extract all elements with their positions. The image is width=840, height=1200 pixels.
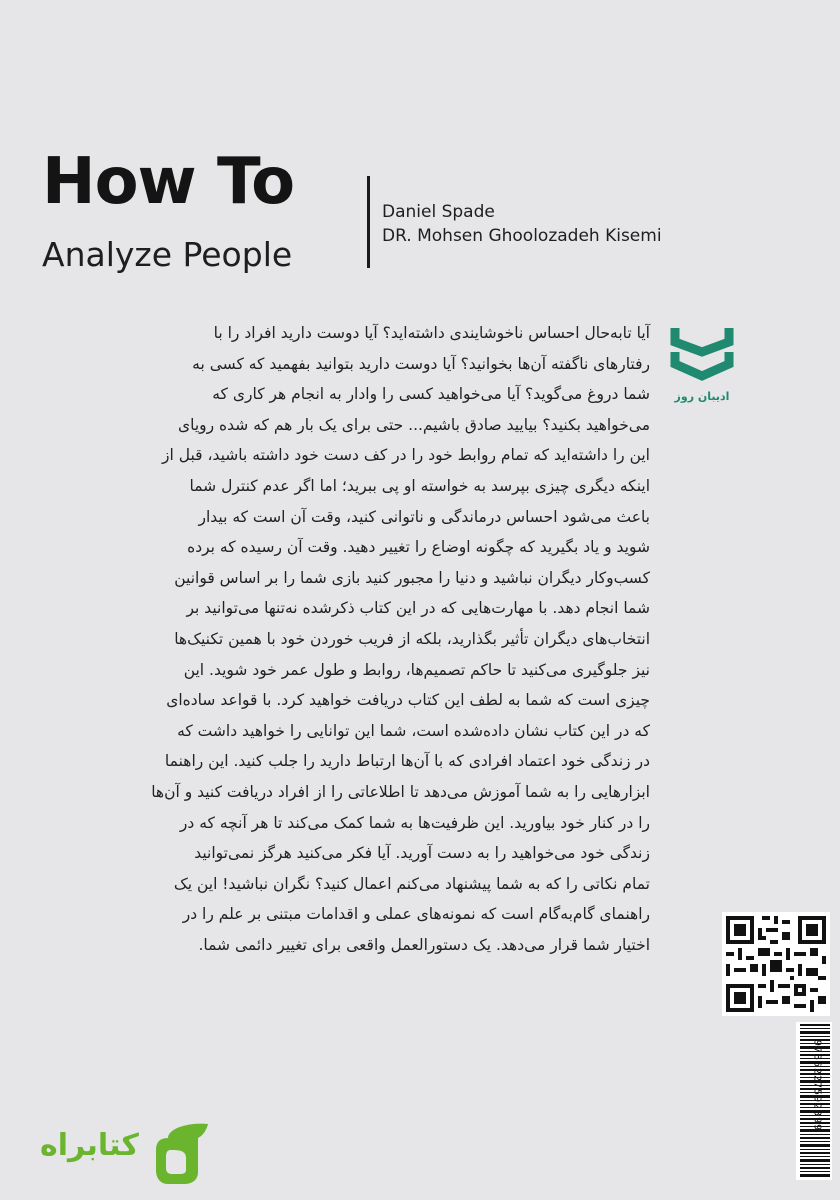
store-name: کتابراه <box>40 1128 139 1163</box>
blurb-line: راهنمای گام‌به‌گام است که نمونه‌های عملی و اقدامات مبتنی بر علم را در <box>182 905 650 924</box>
store-leaf-icon <box>156 1124 208 1184</box>
blurb-line: که در این کتاب نشان داده‌شده است، شما این توانایی را خواهید داشت که <box>177 721 650 740</box>
blurb-line: ابزارهایی را به شما آموزش می‌دهد تا اطلاعاتی را از افراد دریافت کنید و آن‌ها <box>151 782 650 801</box>
blurb-line: اینکه دیگری چیزی بپرسد به خواسته او پی ببرید؛ اما اگر عدم کنترل شما <box>189 476 650 495</box>
blurb-line: در زندگی خود اعتماد افرادی که با آن‌ها ارتباط دارید را جلب کنید. این راهنما <box>164 752 650 771</box>
back-cover-blurb <box>42 318 650 960</box>
blurb-line: شما انجام دهد. با مهارت‌هایی که در این کتاب ذکرشده نه‌تنها می‌توانید بر <box>186 599 650 618</box>
blurb-line: این را داشته‌اید که تمام روابط خود را در کف دست خود داشته باشید، قبل از <box>162 446 650 465</box>
book-title: How To <box>42 145 295 219</box>
blurb-line: آیا تابه‌حال احساس ناخوشایندی داشته‌اید؟ آیا دوست دارید افراد را با <box>213 324 650 342</box>
blurb-line: را در کنار خود بیاورید. این ظرفیت‌ها به شما کمک می‌کند تا هر آنچه که در <box>179 813 650 832</box>
title-divider <box>367 176 370 268</box>
translator-name: DR. Mohsen Ghoolozadeh Kisemi <box>382 226 662 246</box>
blurb-line: شما دروغ می‌گوید؟ آیا می‌خواهید کسی را وادار به انجام هر کاری که <box>212 385 650 404</box>
blurb-line: زندگی خود می‌خواهید را به دست آورید. آیا فکر می‌کنید هرگز نمی‌توانید <box>194 844 650 863</box>
blurb-line: تمام نکاتی را که به شما پیشنهاد می‌کنم اعمال کنید؟ نگران نباشید! این یک <box>173 874 650 893</box>
author-name: Daniel Spade <box>382 202 495 222</box>
blurb-line: شوید و یاد بگیرید که چگونه اوضاع را تغییر دهید. وقت آن رسیده که برده <box>187 538 650 557</box>
open-book-icon <box>667 318 737 384</box>
blurb-line: اختیار شما قرار می‌دهد. یک دستورالعمل واقعی برای تغییر دائمی شما. <box>198 935 650 954</box>
publisher-name: ادیبان روز <box>674 390 730 403</box>
blurb-line: انتخاب‌های دیگران تأثیر بگذارید، بلکه از فریب خوردن خود با همین تکنیک‌ها <box>174 629 650 648</box>
book-subtitle: Analyze People <box>42 235 293 274</box>
blurb-line: چیزی است که شما به لطف این کتاب دریافت خواهید کرد. با قواعد ساده‌ای <box>166 691 650 710</box>
blurb-line: رفتارهای ناگفته آن‌ها بخوانید؟ آیا دوست دارید بتوانید بفهمید که کسی به <box>192 354 650 373</box>
publisher-logo <box>664 318 740 403</box>
isbn-number: 9786227592399 <box>811 1039 823 1132</box>
blurb-line: باعث می‌شود احساس درماندگی و ناتوانی کنید، وقت آن است که بیدار <box>198 507 650 526</box>
blurb-line: نیز جلوگیری می‌کنید تا حاکم تصمیم‌ها، روابط و طول عمر خود شوید. این <box>183 660 650 679</box>
blurb-line: می‌خواهید بکنید؟ بیایید صادق باشیم... حتی برای یک بار هم که شده رویای <box>177 415 650 434</box>
qr-code <box>722 912 830 1016</box>
author-list <box>382 200 662 248</box>
blurb-line: کسب‌وکار دیگران نباشید و دنیا را مجبور کنید بازی شما را بر اساس قوانین <box>174 568 650 587</box>
